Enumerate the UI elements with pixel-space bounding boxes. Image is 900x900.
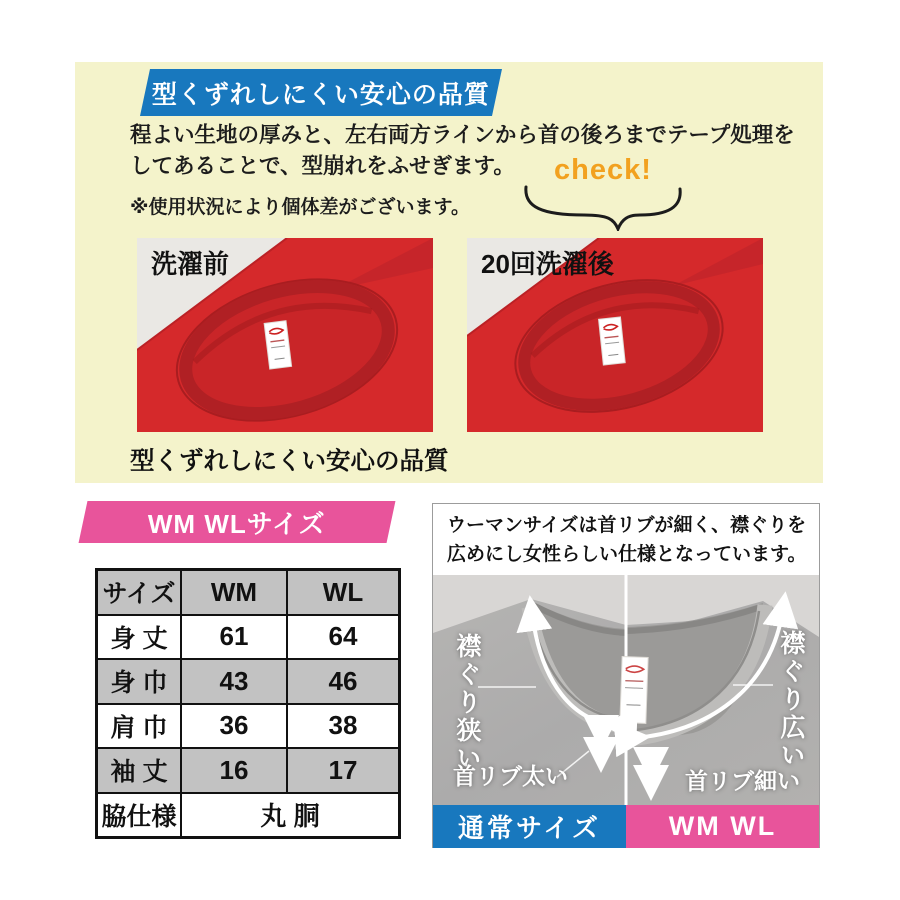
row-label: 身 巾 bbox=[97, 659, 182, 704]
woman-size-description bbox=[447, 512, 811, 569]
wm-wl-bar-label: WM WL bbox=[668, 811, 777, 841]
collar-comparison-image bbox=[433, 575, 819, 805]
check-label: check! bbox=[554, 154, 652, 186]
photo-after-wash bbox=[467, 238, 763, 432]
quality-caption: 型くずれしにくい安心の品質 bbox=[130, 448, 449, 475]
woman-size-description-line1: ウーマンサイズは首リブが細く、襟ぐりを bbox=[447, 515, 807, 536]
table-row-body-width bbox=[97, 659, 400, 704]
woman-size-description-line2: 広めにし女性らしい仕様となっています。 bbox=[447, 543, 807, 565]
size-table-header-row bbox=[97, 570, 400, 615]
normal-size-bar bbox=[433, 805, 626, 848]
quality-banner-label: 型くずれしにくい安心の品質 bbox=[151, 80, 490, 109]
photo-before-label: 洗濯前 bbox=[151, 249, 230, 279]
wm-wl-bar bbox=[626, 805, 819, 848]
photo-after-label: 20回洗濯後 bbox=[481, 249, 614, 279]
header-wl: WL bbox=[287, 570, 400, 615]
table-row-sleeve-length bbox=[97, 748, 400, 793]
woman-size-panel bbox=[432, 503, 820, 848]
comparison-legend-bars bbox=[433, 805, 819, 848]
header-size: サイズ bbox=[97, 570, 182, 615]
table-row-shoulder-width bbox=[97, 704, 400, 749]
row-label: 脇仕様 bbox=[97, 793, 182, 838]
normal-size-bar-label: 通常サイズ bbox=[458, 813, 601, 843]
quality-description-line2: してあることで、型崩れをふせぎます。 bbox=[130, 154, 515, 178]
size-banner bbox=[79, 501, 396, 543]
underbrace-icon bbox=[520, 183, 686, 231]
size-banner-label: WM WLサイズ bbox=[148, 508, 326, 539]
quality-panel bbox=[75, 62, 823, 483]
photo-before-wash bbox=[137, 238, 433, 432]
right-neckline-label: 襟ぐり広い bbox=[777, 630, 805, 770]
size-table bbox=[95, 568, 401, 839]
row-label: 身 丈 bbox=[97, 615, 182, 660]
row-wl-value: 46 bbox=[287, 659, 400, 704]
row-label: 肩 巾 bbox=[97, 704, 182, 749]
row-label: 袖 丈 bbox=[97, 748, 182, 793]
quality-banner bbox=[140, 69, 502, 116]
quality-description bbox=[130, 120, 810, 182]
row-wm-value: 36 bbox=[181, 704, 287, 749]
row-spanned-value: 丸 胴 bbox=[181, 793, 400, 838]
quality-disclaimer: ※使用状況により個体差がございます。 bbox=[130, 197, 470, 218]
left-neckline-label: 襟ぐり狭い bbox=[453, 633, 481, 773]
table-row-body-length bbox=[97, 615, 400, 660]
left-rib-label: 首リブ太い bbox=[453, 763, 568, 789]
header-wm: WM bbox=[181, 570, 287, 615]
row-wm-value: 43 bbox=[181, 659, 287, 704]
table-row-side-spec bbox=[97, 793, 400, 838]
row-wm-value: 61 bbox=[181, 615, 287, 660]
row-wl-value: 64 bbox=[287, 615, 400, 660]
check-callout bbox=[513, 154, 693, 231]
quality-description-line1: 程よい生地の厚みと、左右両方ラインから首の後ろまでテープ処理を bbox=[130, 123, 795, 147]
row-wl-value: 17 bbox=[287, 748, 400, 793]
right-rib-label: 首リブ細い bbox=[685, 768, 800, 794]
brand-tag bbox=[620, 657, 648, 724]
row-wl-value: 38 bbox=[287, 704, 400, 749]
row-wm-value: 16 bbox=[181, 748, 287, 793]
